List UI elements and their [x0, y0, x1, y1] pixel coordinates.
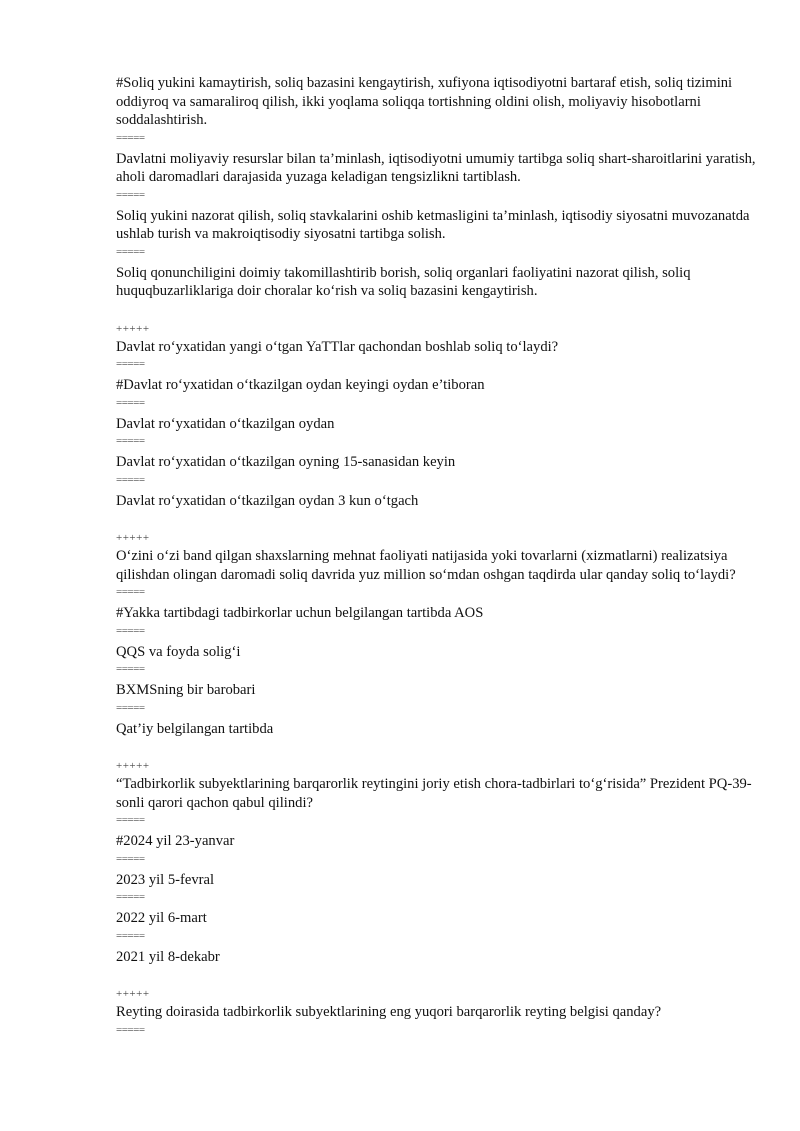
answer-separator: =====	[116, 701, 145, 714]
answer-option: #Davlat ro‘yxatidan o‘tkazilgan oydan keyingi oydan e’tiboran	[116, 377, 485, 393]
question-text: Reyting doirasida tadbirkorlik subyektlarining eng yuqori barqarorlik reyting belgisi qanday?	[116, 1004, 662, 1020]
answer-option: QQS va foyda solig‘i	[116, 643, 241, 660]
question-marker: +++++	[116, 532, 150, 544]
answer-separator: =====	[116, 1023, 145, 1036]
document-page	[116, 74, 756, 1042]
question-text: O‘zini o‘zi band qilgan shaxslarning mehnat faoliyati natijasida yoki tovarlarni (xizmatlarni) realizatsiya qilishdan olingan daromadi soliq davrida yuz million so‘mdan oshgan taqdirda ular qanday soliq to‘laydi?	[116, 548, 736, 583]
question-marker: +++++	[116, 988, 150, 1000]
answer-option: #2024 yil 23-yanvar	[116, 833, 235, 849]
answer-option: Davlat ro‘yxatidan o‘tkazilgan oyning 15-sanasidan keyin	[116, 454, 456, 470]
answer-separator: =====	[116, 473, 145, 486]
answer-option: 2023 yil 5-fevral	[116, 871, 215, 888]
answer-separator: =====	[116, 131, 145, 144]
answer-option: Davlat ro‘yxatidan o‘tkazilgan oydan 3 kun o‘tgach	[116, 492, 419, 509]
answer-separator: =====	[116, 891, 145, 903]
answer-option: 2022 yil 6-mart	[116, 910, 207, 926]
answer-separator: =====	[116, 929, 145, 942]
answer-separator: =====	[116, 435, 145, 447]
answer-option: #Yakka tartibdagi tadbirkorlar uchun belgilangan tartibda AOS	[116, 605, 484, 621]
answer-separator: =====	[116, 814, 145, 826]
answer-separator: =====	[116, 396, 145, 409]
question-marker: +++++	[116, 322, 150, 335]
question-text: Davlat ro‘yxatidan yangi o‘tgan YaTTlar qachondan boshlab soliq to‘laydi?	[116, 338, 559, 355]
answer-option: Davlatni moliyaviy resurslar bilan ta’minlash, iqtisodiyotni umumiy tartibga soliq shart-sharoitlarini yaratish, aholi daromadlari darajasida yuzaga keladigan tengsizlikni tartiblash.	[116, 150, 756, 185]
answer-option: BXMSning bir barobari	[116, 682, 256, 698]
answer-separator: =====	[116, 245, 145, 258]
answer-option: Davlat ro‘yxatidan o‘tkazilgan oydan	[116, 415, 335, 432]
answer-separator: =====	[116, 852, 145, 865]
answer-option: Soliq qonunchiligini doimiy takomillashtirib borish, soliq organlari faoliyatini nazorat qilish, soliq huquqbuzarliklariga doir choralar ko‘rish va soliq bazasini kengaytirish.	[116, 264, 691, 299]
answer-option: Qat’iy belgilangan tartibda	[116, 720, 274, 737]
answer-separator: =====	[116, 586, 145, 598]
answer-option: 2021 yil 8-dekabr	[116, 948, 220, 965]
answer-separator: =====	[116, 188, 145, 201]
question-marker: +++++	[116, 760, 150, 772]
answer-option: Soliq yukini nazorat qilish, soliq stavkalarini oshib ketmasligini ta’minlash, iqtisodiy siyosatni muvozanatda ushlab turish va makroiqtisodiy siyosatni tartibga solish.	[116, 207, 750, 242]
answer-separator: =====	[116, 624, 145, 637]
answer-separator: =====	[116, 358, 145, 370]
answer-separator: =====	[116, 663, 145, 675]
answer-option: #Soliq yukini kamaytirish, soliq bazasini kengaytirish, xufiyona iqtisodiyotni bartaraf etish, soliq tizimini oddiyroq va samaraliroq qilish, ikki yoqlama soliqqa tortishning oldini olish, moliyaviy hisobotlarni soddalashtirish.	[116, 75, 733, 128]
question-text: “Tadbirkorlik subyektlarining barqarorlik reytingini joriy etish chora-tadbirlari to‘g‘risida” Prezident PQ-39-sonli qarori qachon qabul qilindi?	[116, 776, 752, 811]
